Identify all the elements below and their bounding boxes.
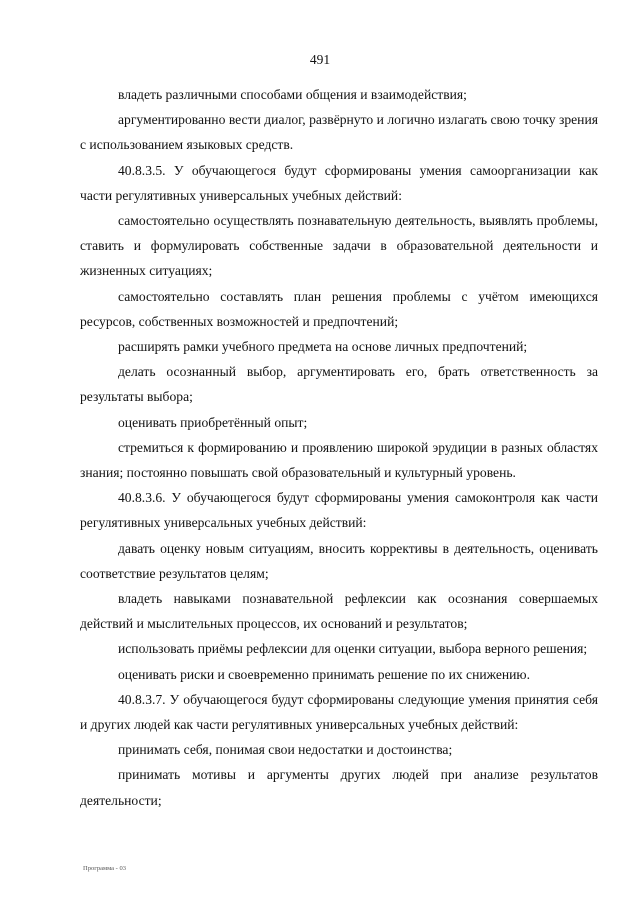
paragraph: оценивать приобретённый опыт; bbox=[118, 414, 308, 430]
paragraph: использовать приёмы рефлексии для оценки ситуации, выбора верного решения; bbox=[118, 641, 588, 657]
section-paragraph-40-8-3-5: 40.8.3.5. У обучающегося будут сформированы умения самоорганизации как части регулятивных универсальных учебных действий: bbox=[80, 162, 598, 203]
paragraph: владеть навыками познавательной рефлексии как осознания совершаемых действий и мыслительных процессов, их оснований и результатов; bbox=[80, 591, 598, 632]
paragraph: владеть различными способами общения и взаимодействия; bbox=[118, 87, 467, 102]
paragraph: оценивать риски и своевременно принимать решение по их снижению. bbox=[118, 666, 530, 682]
footer-code: Программа - 03 bbox=[83, 865, 126, 872]
body-text bbox=[80, 82, 598, 813]
paragraph: делать осознанный выбор, аргументировать его, брать ответственность за результаты выбора; bbox=[80, 364, 598, 405]
paragraph: аргументированно вести диалог, развёрнуто и логично излагать свою точку зрения с использованием языковых средств. bbox=[80, 112, 598, 153]
paragraph: стремиться к формированию и проявлению широкой эрудиции в разных областях знания; постоянно повышать свой образовательный и культурный уровень. bbox=[80, 439, 598, 481]
paragraph: давать оценку новым ситуациям, вносить коррективы в деятельность, оценивать соответствие результатов целям; bbox=[80, 540, 598, 581]
section-paragraph-40-8-3-7: 40.8.3.7. У обучающегося будут сформированы следующие умения принятия себя и других людей как части регулятивных универсальных учебных действий: bbox=[80, 691, 598, 733]
paragraph: принимать себя, понимая свои недостатки и достоинства; bbox=[118, 742, 453, 758]
paragraph: самостоятельно составлять план решения проблемы с учётом имеющихся ресурсов, собственных возможностей и предпочтений; bbox=[80, 288, 598, 329]
section-paragraph-40-8-3-6: 40.8.3.6. У обучающегося будут сформированы умения самоконтроля как части регулятивных универсальных учебных действий: bbox=[80, 490, 598, 531]
paragraph: самостоятельно осуществлять познавательную деятельность, выявлять проблемы, ставить и формулировать собственные задачи в образовательной деятельности и жизненных ситуациях; bbox=[80, 213, 598, 279]
paragraph: принимать мотивы и аргументы других людей при анализе результатов деятельности; bbox=[80, 767, 598, 808]
page-number: 491 bbox=[309, 52, 331, 67]
paragraph: расширять рамки учебного предмета на основе личных предпочтений; bbox=[118, 339, 528, 355]
